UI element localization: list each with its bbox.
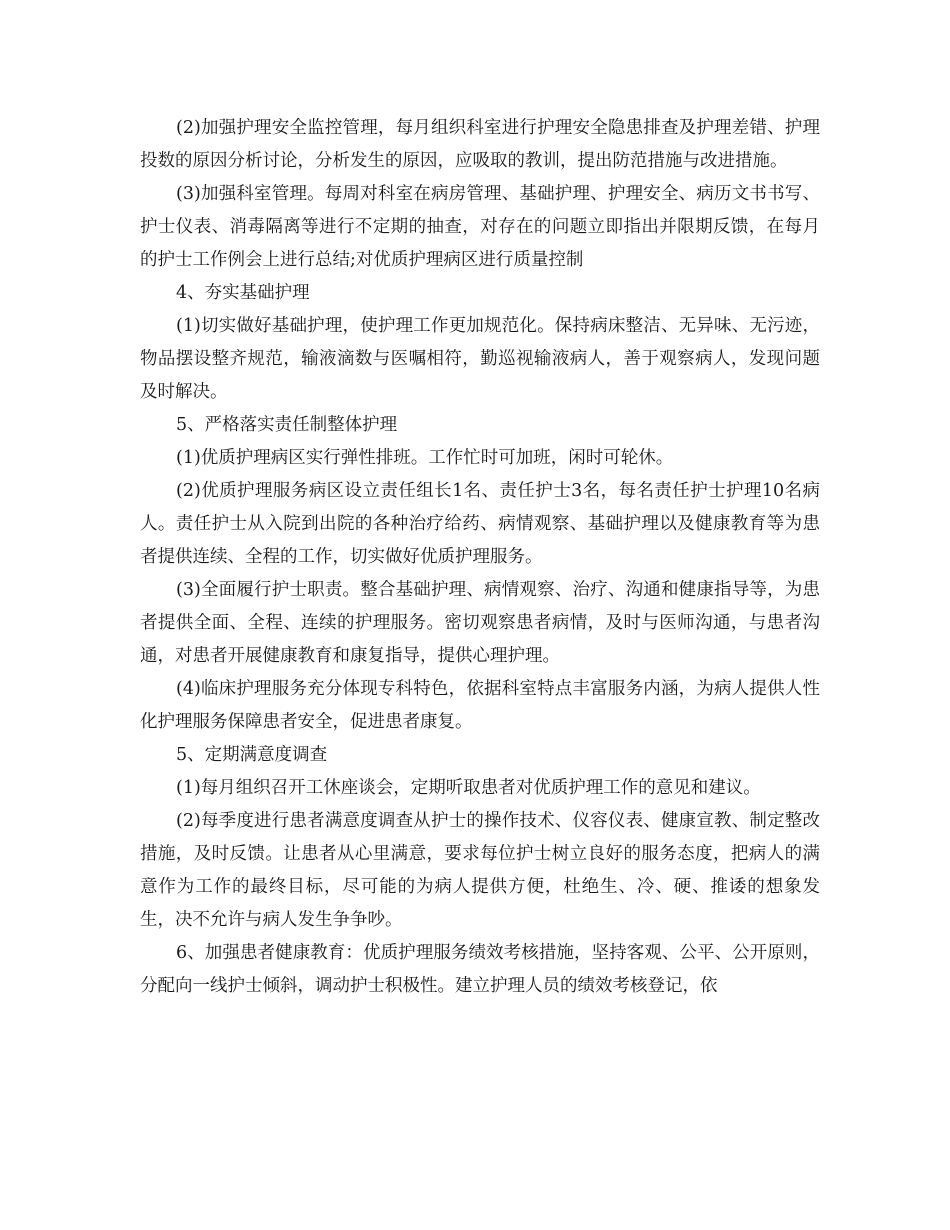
heading-responsibility-system: 5、严格落实责任制整体护理 — [176, 415, 398, 435]
document-body — [140, 112, 820, 1003]
heading-basic-nursing: 4、夯实基础护理 — [176, 283, 310, 303]
paragraph-department-management: (3)加强科室管理。每周对科室在病房管理、基础护理、护理安全、病历文书书写、护士仪表、消毒隔离等进行不定期的抽查，对存在的问题立即指出并限期反馈，在每月的护士工作例会上进行总结;对优质护理病区进行质量控制 — [140, 184, 820, 270]
paragraph-basic-nursing: (1)切实做好基础护理，使护理工作更加规范化。保持病床整洁、无异味、无污迹，物品摆设整齐规范，输液滴数与医嘱相符，勤巡视输液病人，善于观察病人，发现问题及时解决。 — [140, 316, 820, 402]
paragraph-monthly-meeting: (1)每月组织召开工休座谈会，定期听取患者对优质护理工作的意见和建议。 — [176, 778, 761, 798]
paragraph-quarterly-survey: (2)每季度进行患者满意度调查从护士的操作技术、仪容仪表、健康宣教、制定整改措施，及时反馈。让患者从心里满意，要求每位护士树立良好的服务态度，把病人的满意作为工作的最终目标，尽可能的为病人提供方便，杜绝生、冷、硬、推诿的想象发生，决不允许与病人发生争争吵。 — [140, 811, 820, 930]
paragraph-specialty-features: (4)临床护理服务充分体现专科特色，依据科室特点丰富服务内涵，为病人提供人性化护理服务保障患者安全，促进患者康复。 — [140, 679, 820, 732]
heading-satisfaction-survey: 5、定期满意度调查 — [176, 745, 328, 765]
paragraph-flexible-scheduling: (1)优质护理病区实行弹性排班。工作忙时可加班，闲时可轮休。 — [176, 448, 674, 468]
paragraph-safety-monitoring: (2)加强护理安全监控管理，每月组织科室进行护理安全隐患排查及护理差错、护理投数的原因分析讨论，分析发生的原因，应吸取的教训，提出防范措施与改进措施。 — [140, 118, 820, 171]
paragraph-nurse-duties: (3)全面履行护士职责。整合基础护理、病情观察、治疗、沟通和健康指导等，为患者提供全面、全程、连续的护理服务。密切观察患者病情，及时与医师沟通，与患者沟通，对患者开展健康教育和康复指导，提供心理护理。 — [140, 580, 820, 666]
paragraph-health-education: 6、加强患者健康教育：优质护理服务绩效考核措施，坚持客观、公平、公开原则，分配向一线护士倾斜，调动护士积极性。建立护理人员的绩效考核登记，依 — [140, 943, 820, 996]
paragraph-team-leaders: (2)优质护理服务病区设立责任组长1名、责任护士3名，每名责任护士护理10名病人。责任护士从入院到出院的各种治疗给药、病情观察、基础护理以及健康教育等为患者提供连续、全程的工作，切实做好优质护理服务。 — [140, 481, 820, 567]
